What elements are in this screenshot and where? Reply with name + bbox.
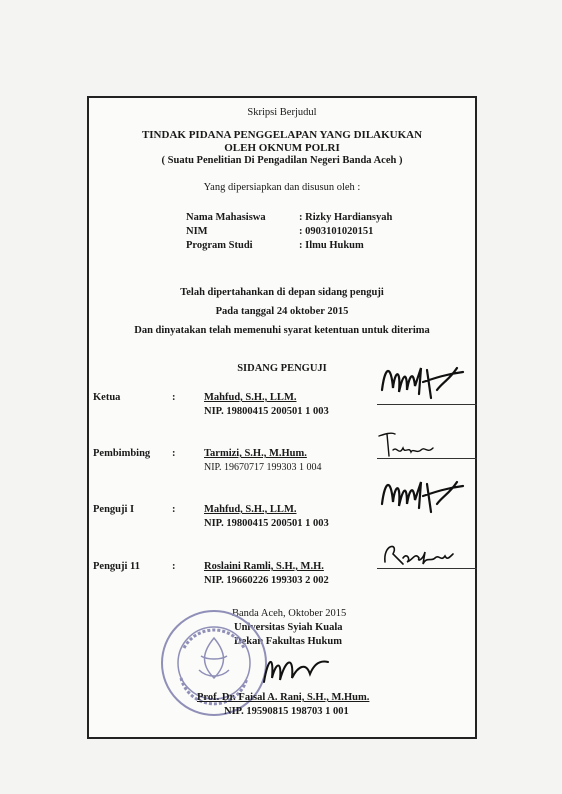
university-name: Universitas Syiah Kuala <box>234 622 343 633</box>
student-nim-value: : 0903101020151 <box>299 226 374 237</box>
defense-line1: Telah dipertahankan di depan sidang penguji <box>180 287 384 298</box>
student-name-label: Nama Mahasiswa <box>186 212 266 223</box>
member-nip-penguji-2: NIP. 19660226 199303 2 002 <box>204 575 329 586</box>
member-nip-ketua: NIP. 19800415 200501 1 003 <box>204 406 329 417</box>
intro-text: Skripsi Berjudul <box>247 107 317 118</box>
signature-ketua <box>377 360 467 404</box>
place-date: Banda Aceh, Oktober 2015 <box>232 608 347 619</box>
role-colon: : <box>172 392 176 403</box>
signature-dean <box>254 648 364 688</box>
thesis-title-line2: OLEH OKNUM POLRI <box>224 142 340 154</box>
role-ketua: Ketua <box>93 392 121 403</box>
role-penguji-2: Penguji 11 <box>93 561 140 572</box>
page-border <box>87 96 477 739</box>
signature-penguji-2 <box>379 538 459 568</box>
dean-name: Prof. Dr. Faisal A. Rani, S.H., M.Hum. <box>197 692 370 703</box>
signature-penguji-1 <box>377 474 467 518</box>
member-name-penguji-2: Roslaini Ramli, S.H., M.H. <box>204 561 324 572</box>
role-colon: : <box>172 448 176 459</box>
student-program-label: Program Studi <box>186 240 253 251</box>
role-penguji-1: Penguji I <box>93 504 135 515</box>
role-pembimbing: Pembimbing <box>93 448 151 459</box>
member-nip-penguji-1: NIP. 19800415 200501 1 003 <box>204 518 329 529</box>
signature-pembimbing <box>377 428 447 462</box>
prepared-by-text: Yang dipersiapkan dan disusun oleh : <box>203 182 361 193</box>
dean-nip: NIP. 19590815 198703 1 001 <box>224 706 349 717</box>
member-name-pembimbing: Tarmizi, S.H., M.Hum. <box>204 448 307 459</box>
role-colon: : <box>172 504 176 515</box>
signature-line <box>377 404 477 405</box>
member-name-penguji-1: Mahfud, S.H., LLM. <box>204 504 297 515</box>
signature-line <box>377 568 477 569</box>
defense-line3: Dan dinyatakan telah memenuhi syarat ketentuan untuk diterima <box>134 325 430 336</box>
defense-line2: Pada tanggal 24 oktober 2015 <box>215 306 349 317</box>
student-name-value: : Rizky Hardiansyah <box>299 212 393 223</box>
member-name-ketua: Mahfud, S.H., LLM. <box>204 392 297 403</box>
student-program-value: : Ilmu Hukum <box>299 240 364 251</box>
thesis-title-line1: TINDAK PIDANA PENGGELAPAN YANG DILAKUKAN <box>141 129 423 141</box>
student-nim-label: NIM <box>186 226 208 237</box>
thesis-subtitle: ( Suatu Penelitian Di Pengadilan Negeri Banda Aceh ) <box>161 155 403 166</box>
member-nip-pembimbing: NIP. 19670717 199303 1 004 <box>204 462 322 473</box>
dean-title: Dekan Fakultas Hukum <box>234 636 342 647</box>
panel-heading: SIDANG PENGUJI <box>237 363 327 374</box>
role-colon: : <box>172 561 176 572</box>
